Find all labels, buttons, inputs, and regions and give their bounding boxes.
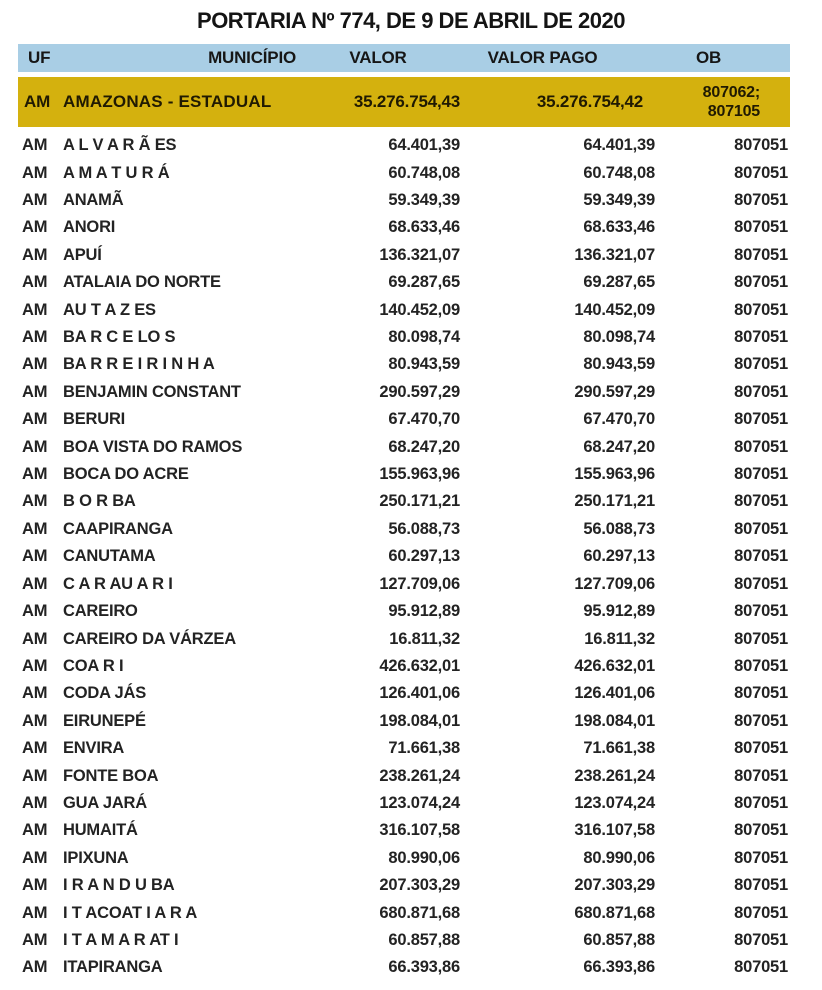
cell-uf: AM — [22, 355, 48, 374]
cell-valor-pago: 426.632,01 — [574, 656, 655, 675]
cell-municipio: ANAMÃ — [63, 191, 124, 210]
cell-ob: 807051 — [734, 410, 788, 429]
cell-ob: 807051 — [734, 903, 788, 922]
cell-valor-pago: 64.401,39 — [583, 136, 655, 155]
cell-uf: AM — [22, 382, 48, 401]
cell-municipio: B O R BA — [63, 492, 136, 511]
table-row — [18, 735, 790, 762]
cell-ob: 807051 — [734, 163, 788, 182]
cell-valor: 126.401,06 — [379, 684, 460, 703]
cell-valor: 60.297,13 — [388, 547, 460, 566]
cell-uf: AM — [22, 602, 48, 621]
cell-ob: 807051 — [734, 300, 788, 319]
highlighted-state-row — [18, 77, 790, 127]
cell-municipio: APUÍ — [63, 245, 102, 264]
cell-ob: 807051 — [734, 245, 788, 264]
table-row — [18, 159, 790, 186]
column-header-ob: OB — [695, 48, 722, 67]
cell-uf: AM — [22, 876, 48, 895]
table-row — [18, 214, 790, 241]
table-row — [18, 379, 790, 406]
cell-valor-pago: 60.857,88 — [583, 930, 655, 949]
cell-uf: AM — [22, 848, 48, 867]
cell-municipio: ITAPIRANGA — [63, 958, 163, 977]
table-row — [18, 625, 790, 652]
cell-ob: 807051 — [734, 958, 788, 977]
cell-valor: 198.084,01 — [379, 711, 460, 730]
cell-valor-pago: 66.393,86 — [583, 958, 655, 977]
cell-valor-pago: 67.470,70 — [583, 410, 655, 429]
cell-valor-pago: 126.401,06 — [574, 684, 655, 703]
cell-ob: 807051 — [734, 328, 788, 347]
cell-valor-pago: 316.107,58 — [574, 821, 655, 840]
table-row — [18, 598, 790, 625]
table-row — [18, 351, 790, 378]
cell-uf: AM — [22, 821, 48, 840]
table-row — [18, 653, 790, 680]
cell-uf: AM — [22, 273, 48, 292]
cell-valor: 238.261,24 — [379, 766, 460, 785]
cell-uf: AM — [22, 684, 48, 703]
column-header-valor-pago: VALOR PAGO — [487, 48, 598, 67]
table-row — [18, 762, 790, 789]
cell-valor-pago: 207.303,29 — [574, 876, 655, 895]
cell-municipio: AMAZONAS - ESTADUAL — [63, 92, 272, 111]
cell-ob: 807051 — [734, 547, 788, 566]
cell-uf: AM — [22, 793, 48, 812]
cell-ob: 807051 — [734, 766, 788, 785]
cell-valor-pago: 136.321,07 — [574, 245, 655, 264]
cell-municipio: ATALAIA DO NORTE — [63, 273, 221, 292]
cell-valor-pago: 56.088,73 — [583, 519, 655, 538]
cell-valor-pago: 123.074,24 — [574, 793, 655, 812]
table-row — [18, 269, 790, 296]
cell-valor-pago: 80.943,59 — [583, 355, 655, 374]
cell-ob: 807051 — [734, 492, 788, 511]
cell-ob: 807051 — [734, 821, 788, 840]
table-row — [18, 187, 790, 214]
cell-valor: 127.709,06 — [379, 574, 460, 593]
cell-valor: 95.912,89 — [388, 602, 460, 621]
cell-municipio: GUA JARÁ — [63, 793, 147, 812]
table-row — [18, 899, 790, 926]
cell-uf: AM — [22, 547, 48, 566]
cell-uf: AM — [22, 519, 48, 538]
table-row — [18, 242, 790, 269]
cell-valor: 68.247,20 — [388, 437, 460, 456]
cell-valor-pago: 68.633,46 — [583, 218, 655, 237]
cell-ob: 807051 — [734, 629, 788, 648]
cell-municipio: FONTE BOA — [63, 766, 159, 785]
cell-valor-pago: 16.811,32 — [584, 629, 655, 648]
cell-ob: 807051 — [734, 793, 788, 812]
cell-valor: 140.452,09 — [379, 300, 460, 319]
cell-valor: 35.276.754,43 — [353, 92, 460, 111]
table-row — [18, 433, 790, 460]
page-title: PORTARIA Nº 774, DE 9 DE ABRIL DE 2020 — [197, 8, 625, 33]
cell-uf: AM — [22, 492, 48, 511]
cell-municipio: BOA VISTA DO RAMOS — [63, 437, 243, 456]
cell-ob: 807051 — [734, 876, 788, 895]
cell-valor-pago: 80.098,74 — [583, 328, 655, 347]
cell-valor-pago: 250.171,21 — [574, 492, 655, 511]
cell-ob: 807051 — [734, 355, 788, 374]
cell-uf: AM — [22, 958, 48, 977]
cell-municipio: EIRUNEPÉ — [63, 711, 146, 730]
cell-ob: 807051 — [734, 382, 788, 401]
table-row — [18, 488, 790, 515]
cell-valor: 155.963,96 — [379, 465, 460, 484]
cell-valor: 66.393,86 — [388, 958, 460, 977]
cell-municipio: BOCA DO ACRE — [63, 465, 189, 484]
cell-municipio: A M A T U R Á — [63, 163, 170, 182]
table-header-row — [18, 44, 790, 72]
cell-valor: 123.074,24 — [379, 793, 460, 812]
cell-municipio: AU T A Z ES — [63, 300, 156, 319]
cell-valor: 68.633,46 — [388, 218, 460, 237]
cell-valor: 250.171,21 — [379, 492, 460, 511]
cell-valor: 80.098,74 — [388, 328, 460, 347]
cell-valor-pago: 60.748,08 — [583, 163, 655, 182]
cell-uf: AM — [22, 191, 48, 210]
cell-valor: 67.470,70 — [388, 410, 460, 429]
cell-valor: 316.107,58 — [379, 821, 460, 840]
cell-uf: AM — [24, 92, 51, 111]
cell-ob: 807051 — [734, 273, 788, 292]
cell-municipio: I T A M A R AT I — [63, 930, 179, 949]
cell-ob: 807051 — [734, 437, 788, 456]
table-row — [18, 927, 790, 954]
cell-ob: 807051 — [734, 848, 788, 867]
column-header-valor: VALOR — [349, 48, 407, 67]
cell-valor: 69.287,65 — [388, 273, 460, 292]
cell-uf: AM — [22, 218, 48, 237]
table-body — [18, 132, 790, 982]
cell-valor: 680.871,68 — [379, 903, 460, 922]
cell-ob: 807051 — [734, 218, 788, 237]
cell-uf: AM — [22, 629, 48, 648]
cell-municipio: CAREIRO DA VÁRZEA — [63, 629, 236, 648]
cell-valor: 80.990,06 — [388, 848, 460, 867]
cell-municipio: CAREIRO — [63, 602, 138, 621]
table-row — [18, 324, 790, 351]
table-row — [18, 708, 790, 735]
cell-municipio: HUMAITÁ — [63, 821, 138, 840]
table-row — [18, 817, 790, 844]
table-row — [18, 954, 790, 981]
cell-ob — [655, 83, 790, 121]
table-row — [18, 543, 790, 570]
cell-valor: 64.401,39 — [388, 136, 460, 155]
cell-valor-pago: 238.261,24 — [574, 766, 655, 785]
cell-valor-pago: 60.297,13 — [583, 547, 655, 566]
cell-valor-pago: 680.871,68 — [574, 903, 655, 922]
ob-line-2: 807105 — [707, 103, 760, 120]
cell-valor: 136.321,07 — [379, 245, 460, 264]
cell-uf: AM — [22, 739, 48, 758]
cell-municipio: IPIXUNA — [63, 848, 129, 867]
cell-ob: 807051 — [734, 739, 788, 758]
cell-municipio: BERURI — [63, 410, 126, 429]
cell-valor: 71.661,38 — [388, 739, 460, 758]
cell-uf: AM — [22, 656, 48, 675]
cell-uf: AM — [22, 574, 48, 593]
cell-ob: 807051 — [734, 136, 788, 155]
cell-uf: AM — [22, 300, 48, 319]
cell-valor-pago: 71.661,38 — [583, 739, 655, 758]
cell-valor-pago: 155.963,96 — [574, 465, 655, 484]
cell-valor-pago: 95.912,89 — [583, 602, 655, 621]
table-row — [18, 571, 790, 598]
cell-valor: 80.943,59 — [388, 355, 460, 374]
table-row — [18, 132, 790, 159]
table-row — [18, 406, 790, 433]
column-header-municipio: MUNICÍPIO — [208, 48, 296, 67]
cell-municipio: BA R R E I R I N H A — [63, 355, 215, 374]
cell-valor-pago: 140.452,09 — [574, 300, 655, 319]
cell-uf: AM — [22, 711, 48, 730]
cell-valor: 60.857,88 — [388, 930, 460, 949]
cell-valor: 56.088,73 — [388, 519, 460, 538]
cell-uf: AM — [22, 465, 48, 484]
cell-uf: AM — [22, 437, 48, 456]
cell-uf: AM — [22, 136, 48, 155]
table-row — [18, 296, 790, 323]
table-row — [18, 790, 790, 817]
cell-municipio: A L V A R Ã ES — [63, 136, 177, 155]
cell-valor-pago: 69.287,65 — [583, 273, 655, 292]
cell-municipio: ENVIRA — [63, 739, 125, 758]
cell-municipio: I T ACOAT I A R A — [63, 903, 198, 922]
table-row — [18, 872, 790, 899]
cell-municipio: COA R I — [63, 656, 124, 675]
cell-valor: 16.811,32 — [389, 629, 460, 648]
cell-municipio: CODA JÁS — [63, 684, 147, 703]
cell-ob: 807051 — [734, 711, 788, 730]
cell-ob: 807051 — [734, 930, 788, 949]
table-row — [18, 516, 790, 543]
cell-ob: 807051 — [734, 519, 788, 538]
cell-municipio: CAAPIRANGA — [63, 519, 173, 538]
cell-municipio: I R A N D U BA — [63, 876, 175, 895]
cell-valor: 60.748,08 — [388, 163, 460, 182]
portaria-table — [18, 44, 790, 982]
cell-municipio: BA R C E LO S — [63, 328, 176, 347]
cell-valor: 290.597,29 — [379, 382, 460, 401]
cell-valor: 426.632,01 — [379, 656, 460, 675]
table-row — [18, 680, 790, 707]
cell-ob: 807051 — [734, 574, 788, 593]
cell-ob: 807051 — [734, 602, 788, 621]
cell-valor: 59.349,39 — [388, 191, 460, 210]
cell-municipio: C A R AU A R I — [63, 574, 173, 593]
cell-valor-pago: 35.276.754,42 — [536, 92, 643, 111]
cell-valor-pago: 198.084,01 — [574, 711, 655, 730]
cell-valor-pago: 127.709,06 — [574, 574, 655, 593]
cell-ob: 807051 — [734, 656, 788, 675]
cell-ob: 807051 — [734, 191, 788, 210]
cell-municipio: CANUTAMA — [63, 547, 156, 566]
cell-ob: 807051 — [734, 684, 788, 703]
cell-uf: AM — [22, 930, 48, 949]
cell-valor: 207.303,29 — [379, 876, 460, 895]
table-row — [18, 845, 790, 872]
cell-valor-pago: 59.349,39 — [583, 191, 655, 210]
cell-municipio: BENJAMIN CONSTANT — [63, 382, 241, 401]
cell-uf: AM — [22, 903, 48, 922]
column-header-uf: UF — [28, 48, 51, 67]
cell-uf: AM — [22, 328, 48, 347]
cell-uf: AM — [22, 766, 48, 785]
cell-valor-pago: 68.247,20 — [583, 437, 655, 456]
cell-valor-pago: 290.597,29 — [574, 382, 655, 401]
table-row — [18, 461, 790, 488]
cell-uf: AM — [22, 163, 48, 182]
cell-ob: 807051 — [734, 465, 788, 484]
ob-line-1: 807062; — [702, 83, 760, 101]
cell-valor-pago: 80.990,06 — [583, 848, 655, 867]
cell-municipio: ANORI — [63, 218, 116, 237]
cell-uf: AM — [22, 410, 48, 429]
cell-uf: AM — [22, 245, 48, 264]
